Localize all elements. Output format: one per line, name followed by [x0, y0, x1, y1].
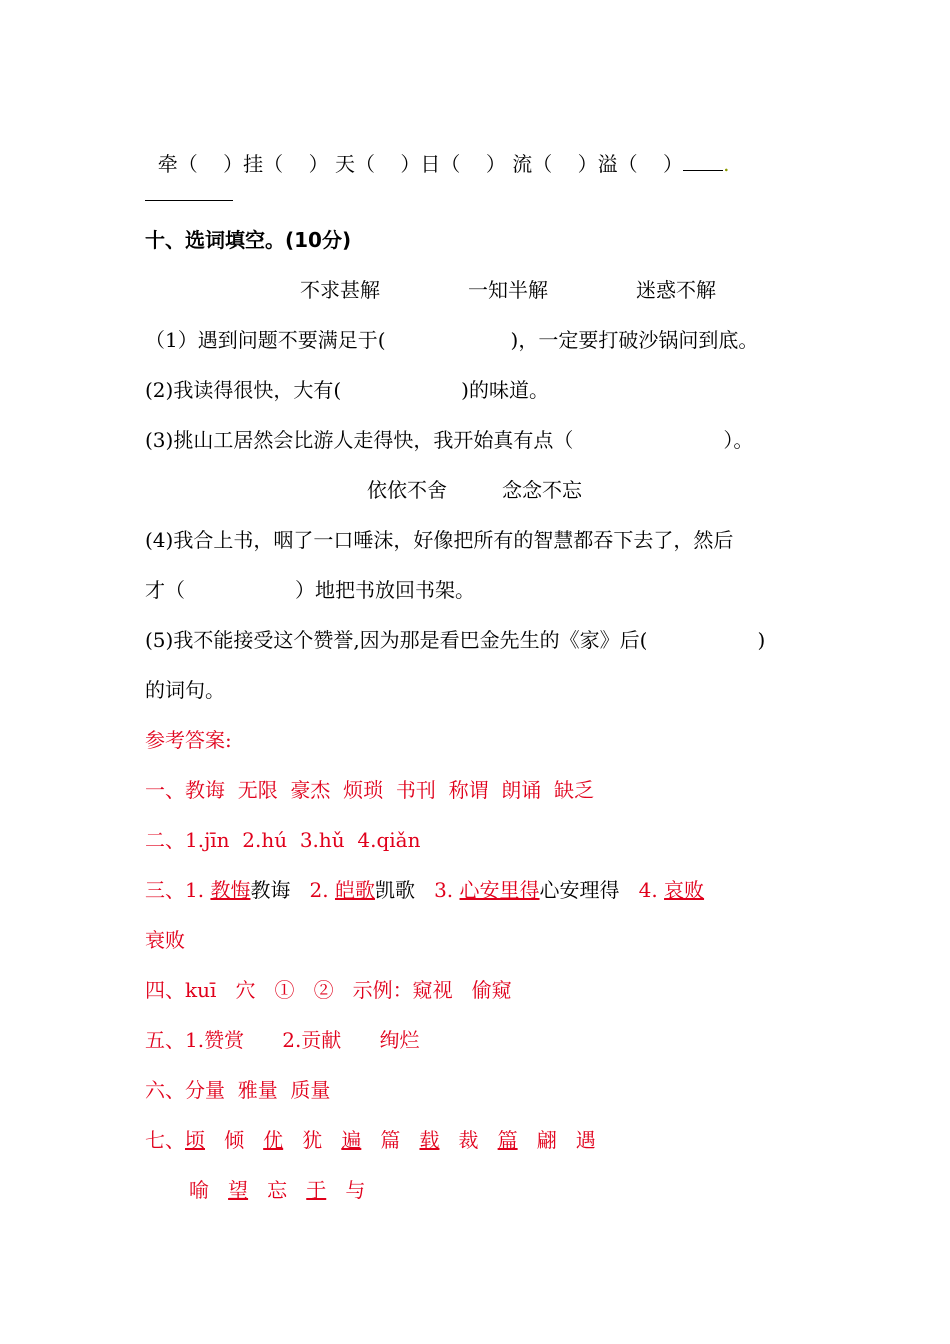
char-yi: 溢: [597, 152, 618, 176]
word-option-2: 一知半解: [468, 278, 548, 302]
answer-7-row2-char-3: 于: [306, 1178, 327, 1202]
sentence-2-start: (2)我读得很快，大有(: [145, 378, 342, 402]
char-qian: 牵: [157, 152, 178, 176]
answer-7-row1-char-7: 裁: [458, 1128, 479, 1152]
answer-3-wrong-3: 心安里得: [459, 878, 540, 902]
word-option-1: 不求甚解: [300, 278, 380, 302]
answer-3-num-2: 2.: [309, 878, 329, 902]
sentence-4b: [145, 578, 475, 602]
answer-2: 二、1.jīn 2.hú 3.hǔ 4.qiǎn: [145, 828, 421, 852]
answer-7-row1-char-6: 载: [419, 1128, 440, 1152]
answer-3-wrong-4: 哀败: [664, 878, 705, 902]
sentence-4b-start: 才（: [145, 578, 185, 602]
sentence-3: [145, 428, 753, 452]
answer-7-row1-char-3: 犹: [302, 1128, 323, 1152]
sentence-1-end: )，一定要打破沙锅问到底。: [510, 328, 759, 352]
answer-blank-line: [145, 200, 233, 201]
answer-7-row1-char-8: 篇: [497, 1128, 518, 1152]
char-gua: 挂: [243, 152, 264, 176]
word-option-5: 念念不忘: [502, 478, 582, 502]
answer-7-row1-char-9: 翩: [536, 1128, 557, 1152]
answer-7-row1-char-0: 顷: [185, 1128, 205, 1152]
answer-7-row2-char-4: 与: [345, 1178, 366, 1202]
sentence-1-start: （1）遇到问题不要满足于(: [145, 328, 386, 352]
answer-7-row2-char-1: 望: [228, 1178, 249, 1202]
answer-7-row1-char-10: 遇: [575, 1128, 596, 1152]
word-option-3: 迷惑不解: [636, 278, 716, 302]
answer-1: 一、教诲 无限 豪杰 烦琐 书刊 称谓 朗诵 缺乏: [145, 778, 595, 802]
sentence-4b-end: ）地把书放回书架。: [295, 578, 475, 602]
sentence-3-start: (3)挑山工居然会比游人走得快，我开始真有点（: [145, 428, 574, 452]
answer-3-wrong-2: 皑歌: [334, 878, 375, 902]
answer-7-row2: [189, 1178, 365, 1202]
answer-3-right-1: 教诲: [250, 878, 291, 902]
answer-7: [145, 1128, 596, 1152]
answer-7-prefix: 七、: [145, 1128, 185, 1152]
answer-7-row2-char-0: 喻: [189, 1178, 209, 1202]
answer-7-row1-char-4: 遍: [341, 1128, 362, 1152]
char-liu: 流: [512, 152, 533, 176]
answer-3-right-3: 心安理得: [539, 878, 620, 902]
answer-3-right-2: 凯歌: [374, 878, 415, 902]
sentence-5b: 的词句。: [145, 678, 225, 702]
sentence-1: [145, 328, 758, 352]
answer-blank: [683, 152, 723, 171]
answer-4: 四、kuī 穴 ① ② 示例：窥视 偷窥: [145, 978, 512, 1002]
sentence-4a: (4)我合上书，咽了一口唾沫，好像把所有的智慧都吞下去了，然后: [145, 528, 734, 552]
answer-7-row1-char-1: 倾: [224, 1128, 245, 1152]
char-ri: 日: [420, 152, 441, 176]
answers-heading: 参考答案:: [145, 728, 232, 752]
answer-7-row1-char-2: 优: [263, 1128, 284, 1152]
answer-3-num-4: 4.: [638, 878, 658, 902]
answer-7-row2-char-2: 忘: [267, 1178, 288, 1202]
answer-3-wrong-1: 教悔: [210, 878, 251, 902]
answer-3: [145, 878, 704, 902]
idiom-fill-line: 牵（ ）挂（ ） 天（ ）日（ ） 流（ ）溢（ ） .: [157, 152, 730, 176]
sentence-5a-end: ): [757, 628, 766, 652]
answer-3-cont: 衰败: [145, 928, 185, 952]
answer-3-prefix: 三、1.: [145, 878, 205, 902]
word-option-4: 依依不舍: [367, 478, 447, 502]
answer-5: 五、1.赞赏 2.贡献 绚烂: [145, 1028, 420, 1052]
sentence-5a-start: (5)我不能接受这个赞誉,因为那是看巴金先生的《家》后(: [145, 628, 648, 652]
section-title: 十、选词填空。(10分): [145, 228, 352, 252]
answer-6: 六、分量 雅量 质量: [145, 1078, 331, 1102]
sentence-5a: [145, 628, 765, 652]
char-tian: 天: [334, 152, 355, 176]
sentence-3-end: ）。: [723, 428, 754, 452]
answer-3-num-3: 3.: [434, 878, 454, 902]
sentence-2-end: )的味道。: [461, 378, 549, 402]
answer-7-row1-char-5: 篇: [380, 1128, 401, 1152]
sentence-2: [145, 378, 549, 402]
